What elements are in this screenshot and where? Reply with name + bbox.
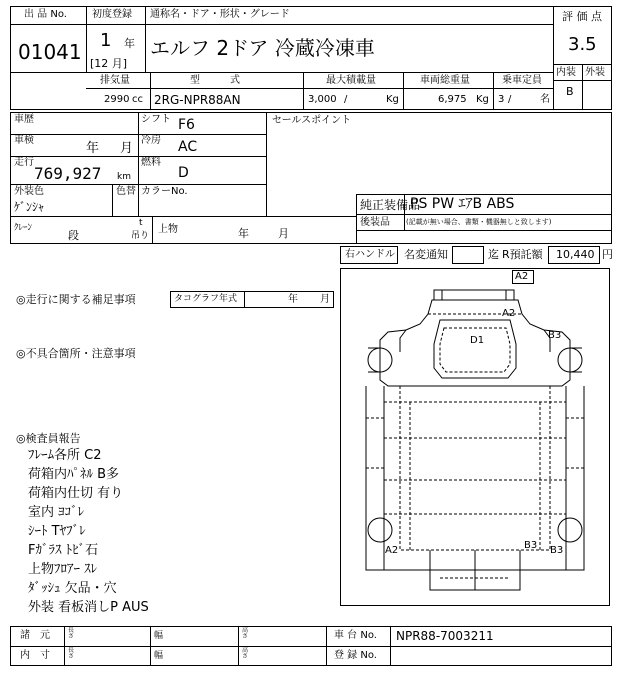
- inner-dimensions-label: 内 寸: [20, 650, 50, 661]
- displacement-unit: cc: [132, 94, 143, 105]
- displacement-label: 排気量: [100, 75, 130, 86]
- color-change-label: 色替: [116, 186, 136, 197]
- max-load-value: 3,000: [308, 94, 337, 105]
- width-label: 幅: [154, 631, 164, 641]
- first-registration-month: [12 月]: [90, 57, 128, 70]
- score-value: 3.5: [568, 34, 597, 55]
- score-label: 評 価 点: [562, 10, 602, 23]
- capacity-value: 3: [498, 94, 505, 105]
- first-registration-year: 1: [100, 30, 112, 51]
- car-name: エルフ 2ドア 冷蔵冷凍車: [150, 36, 375, 60]
- list-item: ｼｰﾄ Tﾔﾌﾞﾚ: [28, 524, 86, 539]
- upper-year-unit: 年: [238, 227, 249, 240]
- list-item: 室内 ﾖｺﾞﾚ: [28, 505, 85, 520]
- model-value: 2RG-NPR88AN: [154, 93, 241, 107]
- equipment-value: PS PW ｴｱB ABS: [410, 196, 515, 212]
- crane-label: ｸﾚｰﾝ: [14, 223, 33, 233]
- capacity-slash: /: [508, 94, 512, 105]
- list-item: 外装 看板消しP AUS: [28, 600, 149, 615]
- car-name-label: 通称名・ドア・形状・グレード: [150, 9, 290, 20]
- shift-label: シフト: [141, 114, 171, 125]
- equipment-label: 純正装備品: [360, 198, 421, 212]
- displacement-value: 2990: [104, 94, 130, 105]
- defect-notes-title: ◎不具合箇所・注意事項: [16, 347, 136, 360]
- damage-mark: D1: [470, 335, 485, 346]
- damage-mark: A2: [515, 271, 529, 282]
- max-load-unit: Kg: [386, 94, 399, 105]
- aftermarket-note: (記載が無い場合、書類・機器無しと致します): [406, 218, 552, 226]
- gross-weight-unit: Kg: [476, 94, 489, 105]
- fuel-value: D: [178, 165, 189, 181]
- max-load-label: 最大積載量: [326, 75, 376, 86]
- mileage-value: 769,927: [34, 164, 102, 183]
- recycle-deposit-label: R預託額: [502, 248, 543, 261]
- exterior-label: 外装: [585, 67, 605, 78]
- upper-month-unit: 月: [278, 227, 289, 240]
- color-label: 外装色: [14, 186, 44, 197]
- tachograph-month-unit: 月: [320, 294, 330, 305]
- capacity-label: 乗車定員: [502, 75, 542, 86]
- tachograph-label: タコグラフ年式: [174, 294, 238, 304]
- list-item: Fｶﾞﾗｽ ﾄﾋﾞ石: [28, 543, 99, 558]
- recycle-deposit-value: 10,440: [556, 248, 595, 261]
- lot-no-label: 出 品 No.: [24, 9, 67, 20]
- truck-diagram: [340, 268, 610, 606]
- history-label: 車歴: [14, 114, 34, 125]
- inspection-year-unit: 年: [86, 141, 100, 156]
- notice-box: [452, 246, 484, 264]
- gross-weight-label: 車両総重量: [420, 75, 470, 86]
- inspector-report-list: [28, 446, 149, 617]
- list-item: ﾀﾞｯｼｭ 欠品・穴: [28, 581, 117, 596]
- dimensions-label: 諸 元: [20, 630, 50, 641]
- sales-point-label: セールスポイント: [272, 115, 352, 126]
- mileage-label: 走行: [14, 157, 34, 168]
- color-value: ｹﾞﾝｼｬ: [14, 200, 45, 214]
- damage-mark: B3: [524, 540, 538, 551]
- interior-grade: B: [566, 85, 574, 98]
- list-item: 上物ﾌﾛｱｰ ｽﾚ: [28, 562, 98, 577]
- upper-body-label: 上物: [158, 224, 178, 235]
- notice-label: 名変通知: [404, 248, 448, 261]
- odo-prefix: 迄: [488, 248, 499, 261]
- crane-stage-unit: 段: [68, 229, 79, 242]
- max-load-slash: /: [344, 94, 348, 105]
- cooler-value: AC: [178, 139, 198, 155]
- chassis-no-label: 車 台 No.: [334, 630, 377, 641]
- height-label: 高さ: [242, 627, 249, 640]
- damage-mark: A2: [502, 308, 516, 319]
- fuel-label: 燃料: [141, 157, 161, 168]
- registration-no-label: 登 録 No.: [334, 650, 377, 661]
- running-notes-title: ◎走行に関する補足事項: [16, 293, 136, 306]
- length-label: 長さ: [68, 627, 75, 640]
- first-registration-label: 初度登録: [92, 9, 132, 20]
- damage-mark: B3: [548, 330, 562, 341]
- list-item: 荷箱内仕切 有り: [28, 486, 124, 501]
- lot-no: 01041: [18, 40, 82, 64]
- interior-label: 内装: [556, 67, 576, 78]
- list-item: 荷箱内ﾊﾟﾈﾙ B多: [28, 467, 120, 482]
- crane-ton-unit: t: [139, 218, 143, 228]
- tachograph-year-unit: 年: [288, 294, 298, 305]
- mileage-unit: km: [117, 172, 131, 182]
- inspector-report-title: ◎検査員報告: [16, 432, 81, 445]
- damage-mark: A2: [385, 545, 399, 556]
- width-label: 幅: [154, 651, 164, 661]
- aftermarket-label: 後装品: [360, 217, 390, 228]
- crane-lift-label: 吊り: [131, 231, 150, 241]
- cooler-label: 冷房: [141, 135, 161, 146]
- inspection-month-unit: 月: [120, 141, 134, 156]
- inspection-label: 車検: [14, 135, 34, 146]
- height-label: 高さ: [242, 647, 249, 660]
- chassis-no-value: NPR88-7003211: [396, 629, 494, 643]
- capacity-unit: 名: [540, 94, 550, 105]
- first-registration-year-unit: 年: [124, 37, 135, 50]
- recycle-deposit-unit: 円: [602, 248, 613, 261]
- list-item: ﾌﾚｰﾑ各所 C2: [28, 448, 102, 463]
- steering-value: 右ハンドル: [345, 249, 395, 260]
- damage-mark: B3: [550, 545, 564, 556]
- shift-value: F6: [178, 117, 195, 133]
- gross-weight-value: 6,975: [438, 94, 467, 105]
- length-label: 長さ: [68, 647, 75, 660]
- color-code-label: カラーNo.: [141, 186, 188, 197]
- model-label: 型 式: [190, 75, 240, 86]
